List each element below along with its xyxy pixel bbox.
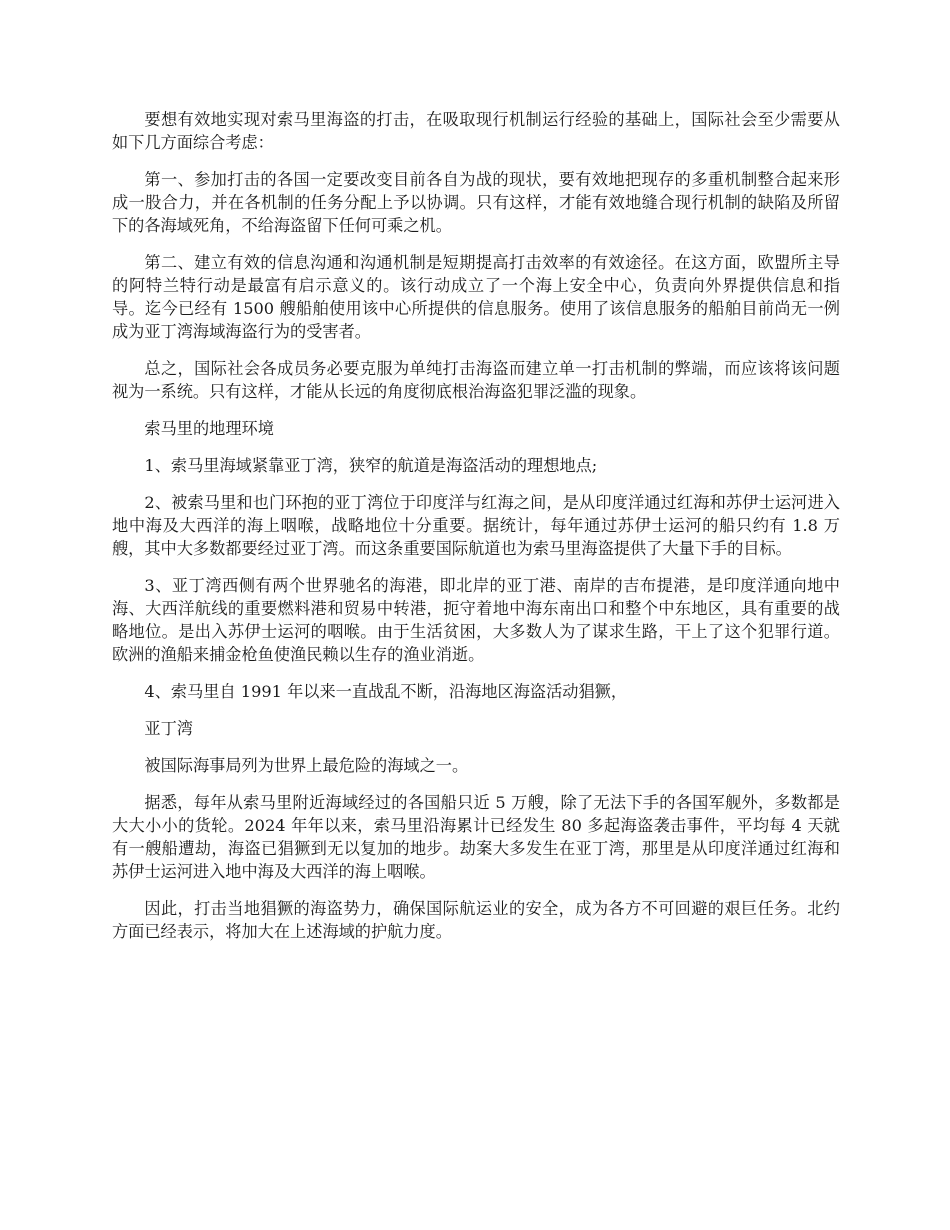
section-heading-gulf-of-aden: 亚丁湾 [144,719,193,738]
section-heading-geography: 索马里的地理环境 [144,419,274,438]
paragraph-conclusion: 因此，打击当地猖獗的海盗势力，确保国际航运业的安全，成为各方不可回避的艰巨任务。北约方面已经表示，将加大在上述海域的护航力度。 [112,899,840,941]
paragraph-geo-2: 2、被索马里和也门环抱的亚丁湾位于印度洋与红海之间，是从印度洋通过红海和苏伊士运河进入地中海及大西洋的海上咽喉，战略地位十分重要。据统计，每年通过苏伊士运河的船只约有 1.8 万艘，其中大多数都要经过亚丁湾。而这条重要国际航道也为索马里海盗提供了大量下手的目标。 [112,493,840,558]
paragraph-geo-3: 3、亚丁湾西侧有两个世界驰名的海港，即北岸的亚丁港、南岸的吉布提港，是印度洋通向地中海、大西洋航线的重要燃料港和贸易中转港，扼守着地中海东南出口和整个中东地区，具有重要的战略地位。是出入苏伊士运河的咽喉。由于生活贫困，大多数人为了谋求生路，干上了这个犯罪行道。欧洲的渔船来捕金枪鱼使渔民赖以生存的渔业消逝。 [112,576,840,664]
paragraph-geo-1: 1、索马里海域紧靠亚丁湾，狭窄的航道是海盗活动的理想地点; [144,456,598,475]
paragraph-statistics: 据悉，每年从索马里附近海域经过的各国船只近 5 万艘，除了无法下手的各国军舰外，多数都是大大小小的货轮。2024 年年以来，索马里沿海累计已经发生 80 多起海盗袭击事件，平均每 4 天就有一艘船遭劫，海盗已猖獗到无以复加的地步。劫案大多发生在亚丁湾，那里是从印度洋通过红海和苏伊士运河进入地中海及大西洋的海上咽喉。 [112,793,840,881]
paragraph-intro: 要想有效地实现对索马里海盗的打击，在吸取现行机制运行经验的基础上，国际社会至少需要从如下几方面综合考虑： [112,110,840,152]
paragraph-dangerous-waters: 被国际海事局列为世界上最危险的海域之一。 [144,756,469,775]
paragraph-second-point: 第二、建立有效的信息沟通和沟通机制是短期提高打击效率的有效途径。在这方面，欧盟所主导的阿特兰特行动是最富有启示意义的。该行动成立了一个海上安全中心，负责向外界提供信息和指导。迄今已经有 1500 艘船舶使用该中心所提供的信息服务。使用了该信息服务的船舶目前尚无一例成为亚丁湾海域海盗行为的受害者。 [112,253,840,341]
paragraph-first-point: 第一、参加打击的各国一定要改变目前各自为战的现状，要有效地把现存的多重机制整合起来形成一股合力，并在各机制的任务分配上予以协调。只有这样，才能有效地缝合现行机制的缺陷及所留下的各海域死角，不给海盗留下任何可乘之机。 [112,170,840,235]
paragraph-geo-4: 4、索马里自 1991 年以来一直战乱不断，沿海地区海盗活动猖獗， [144,682,628,701]
paragraph-summary: 总之，国际社会各成员务必要克服为单纯打击海盗而建立单一打击机制的弊端，而应该将该问题视为一系统。只有这样，才能从长远的角度彻底根治海盗犯罪泛滥的现象。 [112,359,840,401]
document-body [112,108,840,957]
